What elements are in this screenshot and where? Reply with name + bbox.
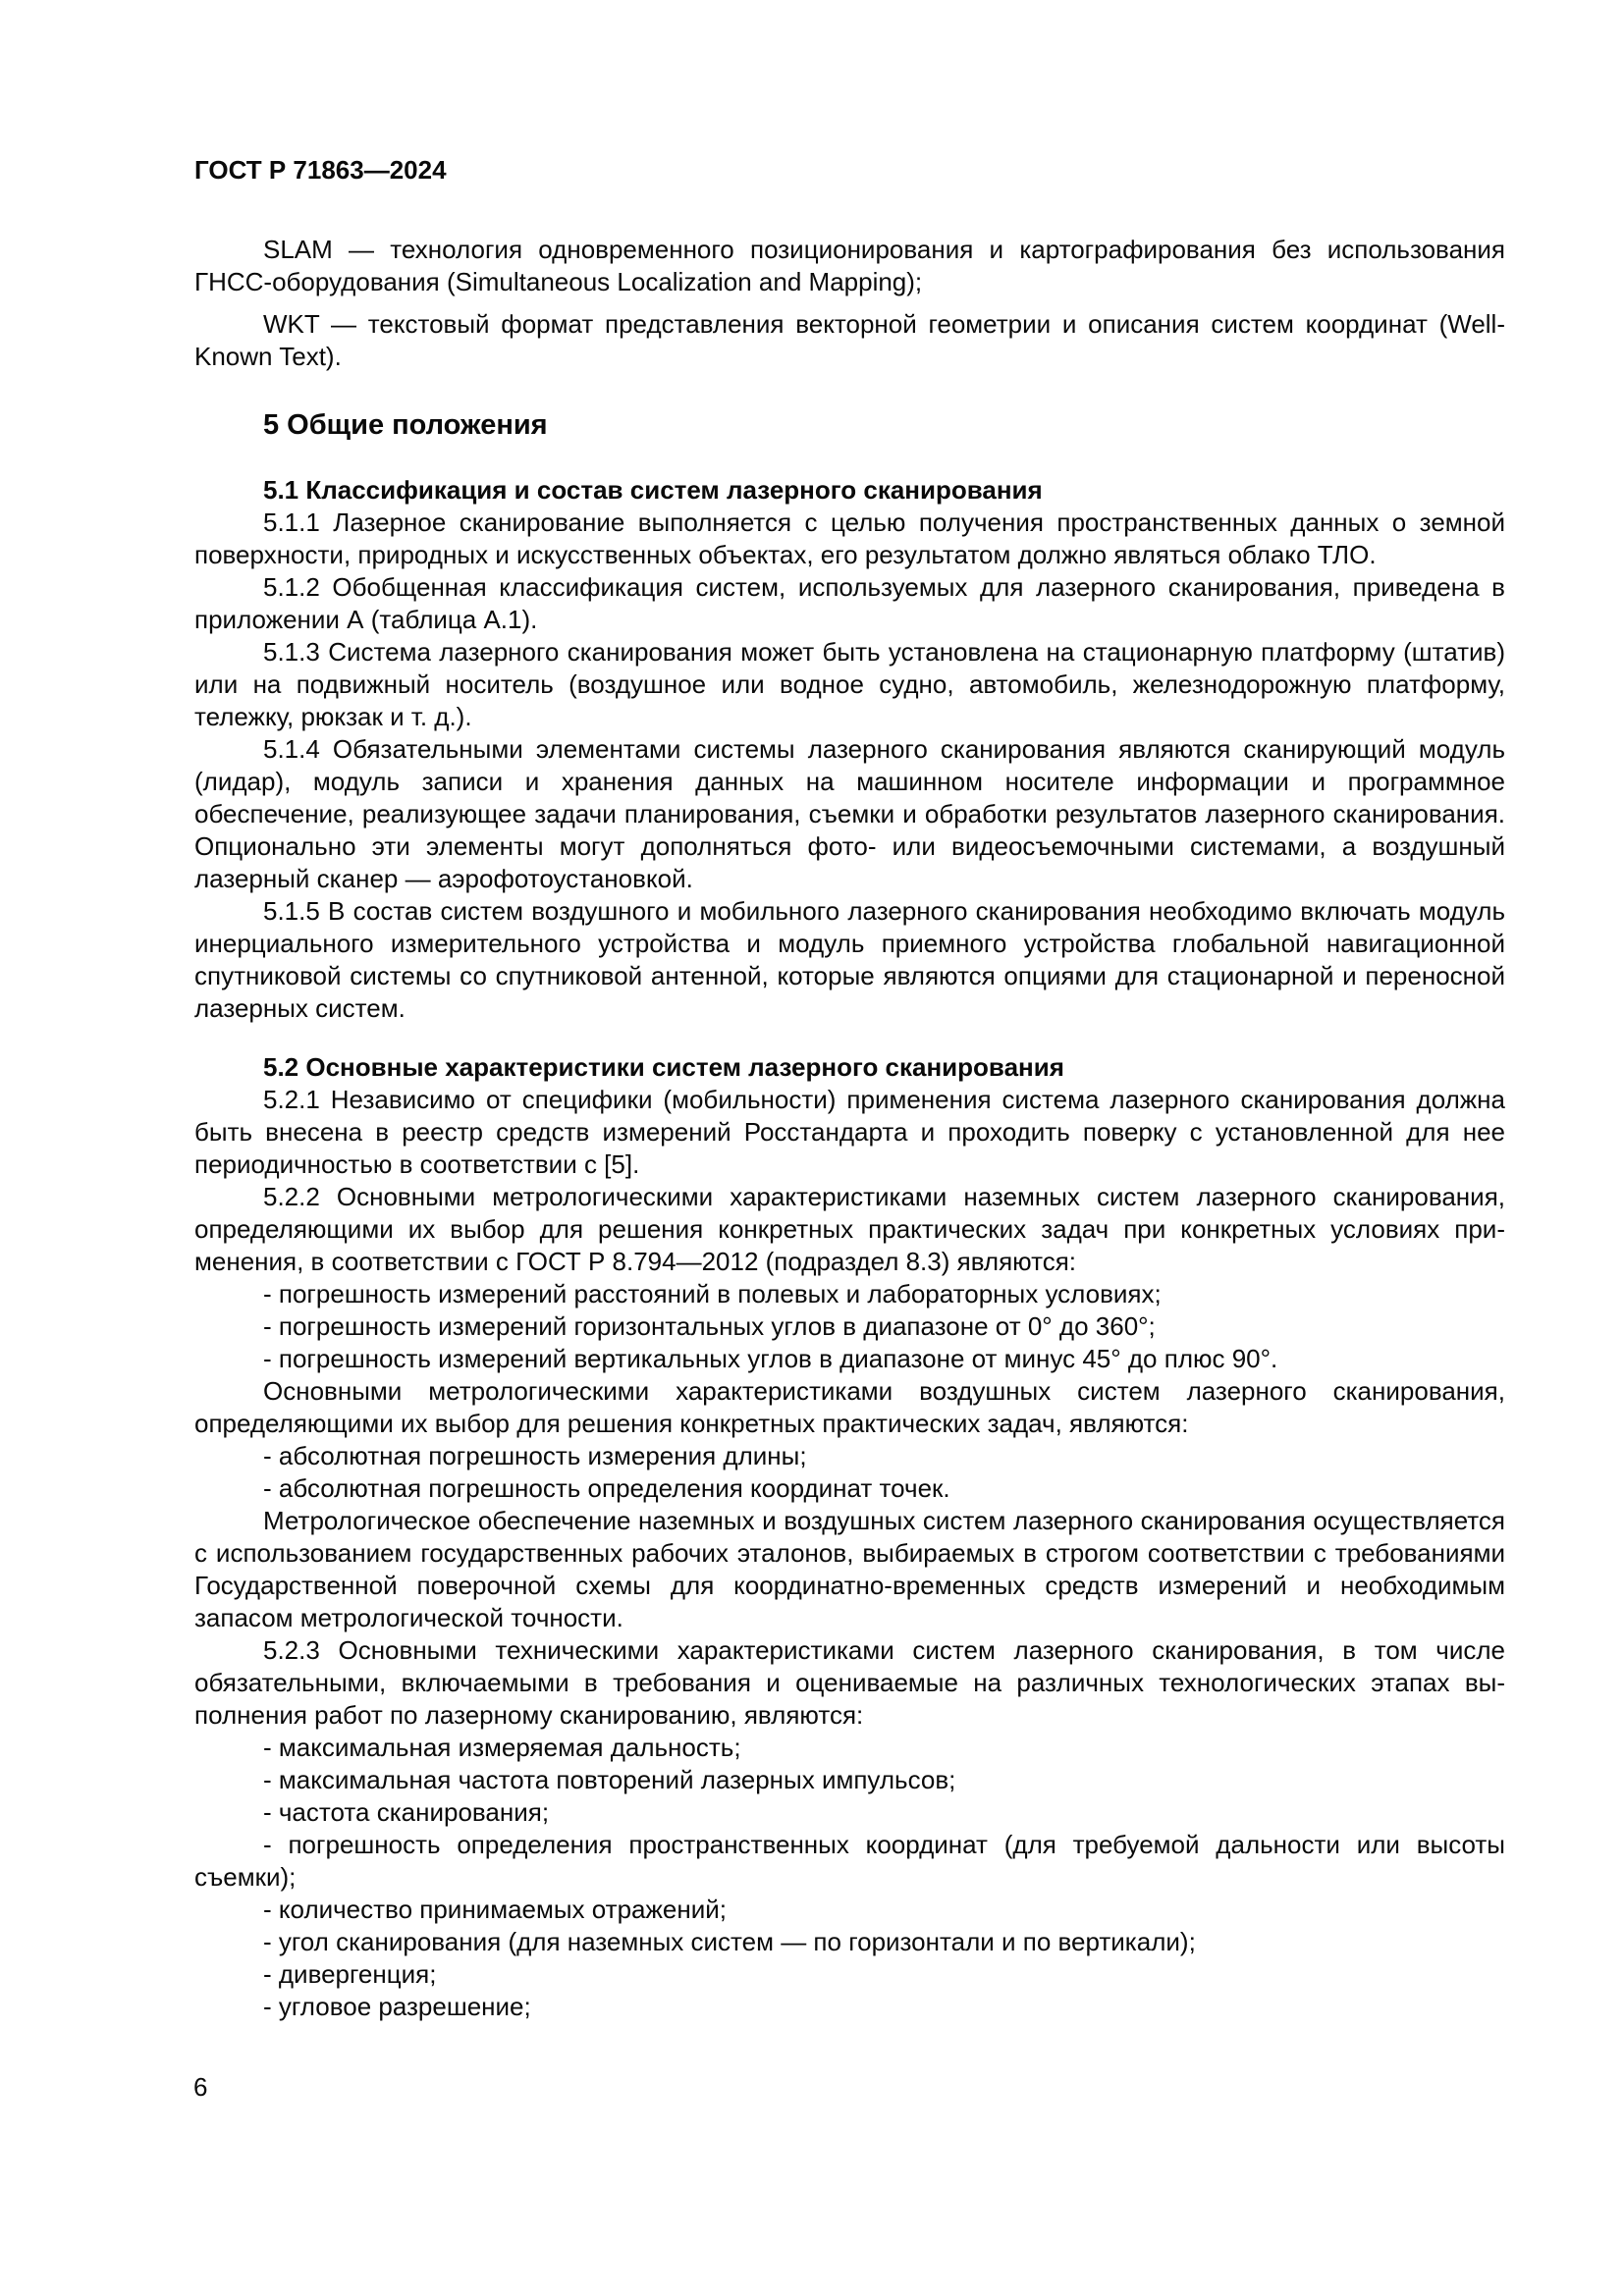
section-5-heading: 5 Общие положения [263,409,548,441]
page-number: 6 [193,2072,208,2102]
term-definition-wkt: WKT — текстовый формат представления векторной геометрии и описания систем координат (Well-Known Text). [194,309,1505,371]
list-item-technical-characteristic: - угловое разрешение; [263,1992,531,2021]
section-5-2-heading: 5.2 Основные характеристики систем лазерного сканирования [263,1052,1064,1082]
list-item-air-metrology: - абсолютная погрешность измерения длины; [263,1441,807,1470]
list-item-ground-metrology: - погрешность измерений расстояний в полевых и лабораторных условиях; [263,1279,1162,1308]
list-item-technical-characteristic: - частота сканирования; [263,1797,550,1827]
list-item-technical-characteristic: - дивергенция; [263,1959,437,1989]
list-item-technical-characteristic: - количество принимаемых отражений; [263,1895,727,1924]
list-item-technical-characteristic: - максимальная измеряемая дальность; [263,1733,741,1762]
paragraph-5-1-1: 5.1.1 Лазерное сканирование выполняется с целью получения пространственных данных о земной поверхности, природных и искусственных объектах, его результатом должно являться облако ТЛО. [194,507,1505,569]
paragraph-air-metrology-intro: Основными метрологическими характеристиками воздушных систем лазерного сканирования, определяющими их выбор для решения конкретных практических задач, являются: [194,1376,1505,1438]
page-content [194,157,1505,2023]
term-definition-slam: SLAM — технология одновременного позиционирования и картографирования без использования ГНСС-оборудования (Simultaneous Localization and Mapping); [194,235,1505,296]
list-item-technical-characteristic: - погрешность определения пространственных координат (для требуемой дальности или высоты съемки); [194,1830,1505,1892]
list-item-technical-characteristic: - максимальная частота повторений лазерных импульсов; [263,1765,956,1794]
list-item-technical-characteristic: - угол сканирования (для наземных систем — по горизонтали и по вертикали); [263,1927,1196,1956]
paragraph-5-1-3: 5.1.3 Система лазерного сканирования может быть установлена на стационарную платформу (штатив) или на подвижный носитель (воздушное или водное судно, автомобиль, железнодорожную платформу, тележку, рюкзак и т. д.). [194,637,1505,731]
paragraph-5-2-1: 5.2.1 Независимо от специфики (мобильности) применения система лазерного сканирования должна быть внесена в реестр средств измерений Росстандарта и проходить поверку с установленной для нее периодичностью в соответствии с [5]. [194,1085,1505,1179]
section-5-1-heading: 5.1 Классификация и состав систем лазерного сканирования [263,475,1043,505]
list-item-air-metrology: - абсолютная погрешность определения координат точек. [263,1473,950,1503]
paragraph-5-1-4: 5.1.4 Обязательными элементами системы лазерного сканирования являются сканирующий модуль (лидар), модуль записи и хранения данных на машинном носителе информации и программное обеспечение, реализующее задачи планирования, съемки и обработки результатов лазерного сканирования. Опционально эти элементы могут дополняться фото- или видеосъемочными системами, а воздушный лазерный сканер — аэрофотоустановкой. [194,734,1505,893]
paragraph-5-1-2: 5.1.2 Обобщенная классификация систем, используемых для лазерного сканирования, приведена в приложении А (таблица А.1). [194,572,1505,634]
list-item-ground-metrology: - погрешность измерений вертикальных углов в диапазоне от минус 45° до плюс 90°. [263,1344,1278,1373]
paragraph-5-2-2: 5.2.2 Основными метрологическими характеристиками наземных систем лазерного сканирования, определяющими их выбор для решения конкретных практических задач при конкретных условиях применения, в соответствии с ГОСТ Р 8.794—2012 (подраздел 8.3) являются: [194,1182,1505,1276]
document-code-header: ГОСТ Р 71863—2024 [194,155,447,185]
paragraph-5-2-3: 5.2.3 Основными техническими характеристиками систем лазерного сканирования, в том числе обязательными, включаемыми в требования и оцениваемые на различных технологических этапах выполнения работ по лазерному сканированию, являются: [194,1635,1505,1730]
paragraph-5-1-5: 5.1.5 В состав систем воздушного и мобильного лазерного сканирования необходимо включать модуль инерциального измерительного устройства и модуль приемного устройства глобальной навигационной спутниковой системы со спутниковой антенной, которые являются опциями для стационарной и переносной лазерных систем. [194,896,1505,1023]
list-item-ground-metrology: - погрешность измерений горизонтальных углов в диапазоне от 0° до 360°; [263,1311,1156,1341]
paragraph-metrology-support: Метрологическое обеспечение наземных и воздушных систем лазерного сканирования осуществляется с использованием государственных рабочих эталонов, выбираемых в строгом соответствии с требованиями Государственной поверочной схемы для координатно-временных средств измерений и необходимым запасом метрологической точности. [194,1506,1505,1632]
